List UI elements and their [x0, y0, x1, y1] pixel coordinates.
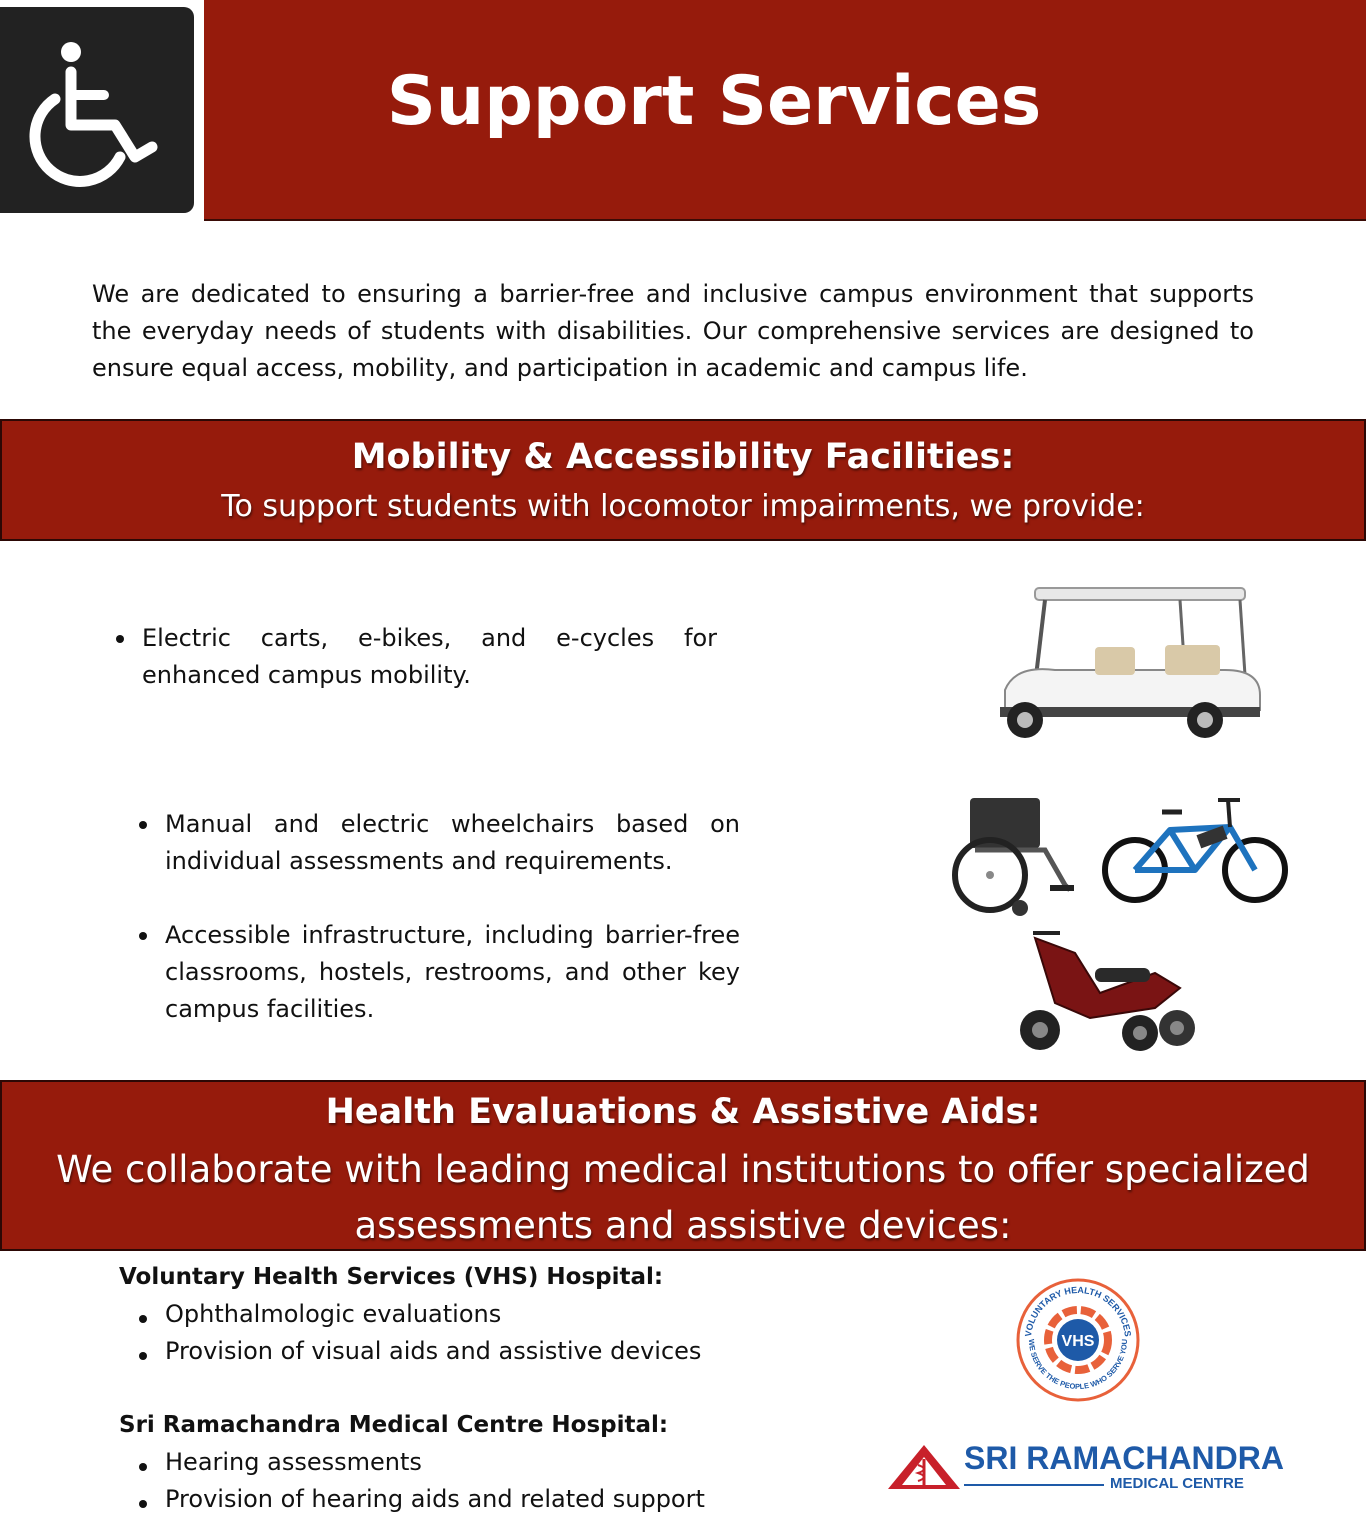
bullet-icon — [139, 821, 147, 829]
mobility-section-banner — [0, 419, 1366, 541]
bullet-icon — [139, 1315, 147, 1323]
list-item-text: Provision of hearing aids and related support — [165, 1485, 705, 1513]
list-item-text: Hearing assessments — [165, 1448, 422, 1476]
list-item-text: Ophthalmologic evaluations — [165, 1300, 502, 1328]
sri-ramachandra-title: Sri Ramachandra Medical Centre Hospital: — [119, 1412, 669, 1438]
list-item-text: Provision of visual aids and assistive devices — [165, 1337, 702, 1365]
wheelchair-image — [950, 790, 1085, 920]
vhs-logo — [1015, 1277, 1141, 1403]
vhs-logo-center-text: VHS — [1061, 1333, 1095, 1350]
mobility-subheading: To support students with locomotor impairments, we provide: — [221, 489, 1145, 524]
bullet-icon — [139, 1352, 147, 1360]
mobility-heading: Mobility & Accessibility Facilities: — [351, 437, 1015, 477]
page-title: Support Services — [386, 62, 1042, 141]
health-heading: Health Evaluations & Assistive Aids: — [325, 1092, 1041, 1132]
list-item — [142, 620, 717, 694]
bullet-icon — [116, 635, 124, 643]
vhs-hospital-title: Voluntary Health Services (VHS) Hospital: — [119, 1264, 664, 1290]
sri-ramachandra-logo-name: SRI RAMACHANDRA — [964, 1440, 1284, 1476]
vhs-logo-bottom-text: WE SERVE THE PEOPLE WHO SERVE YOU — [1026, 1338, 1130, 1392]
health-subheading: We collaborate with leading medical institutions to offer specialized assessments and assistive devices: — [56, 1148, 1310, 1247]
list-item-text: Manual and electric wheelchairs based on individual assessments and requirements. — [165, 810, 740, 875]
list-item — [165, 1485, 705, 1513]
list-item — [165, 806, 740, 880]
list-item-text: Electric carts, e-bikes, and e-cycles for enhanced campus mobility. — [142, 624, 717, 689]
vhs-logo-top-text: VOLUNTARY HEALTH SERVICES — [1023, 1284, 1133, 1338]
health-section-banner — [0, 1080, 1366, 1251]
bullet-icon — [139, 1500, 147, 1508]
electric-cart-image — [995, 585, 1270, 745]
three-wheel-scooter-image — [1005, 918, 1205, 1056]
list-item — [165, 1448, 422, 1476]
list-item — [165, 917, 740, 1028]
sri-ramachandra-emblem-icon — [886, 1443, 962, 1491]
bullet-icon — [139, 932, 147, 940]
list-item-text: Accessible infrastructure, including barrier-free classrooms, hostels, restrooms, and other key campus facilities. — [165, 921, 740, 1023]
list-item — [165, 1337, 701, 1365]
sri-ramachandra-logo-sub: MEDICAL CENTRE — [1110, 1475, 1244, 1492]
list-item — [165, 1300, 501, 1328]
bullet-icon — [139, 1463, 147, 1471]
e-bike-image — [1100, 792, 1290, 907]
wheelchair-accessibility-icon — [0, 7, 194, 213]
logo-divider — [964, 1484, 1104, 1486]
intro-paragraph: We are dedicated to ensuring a barrier-free and inclusive campus environment that supports the everyday needs of students with disabilities. Our comprehensive services are designed to ensure equal access, mobility, and participation in academic and campus life. — [92, 280, 1254, 382]
